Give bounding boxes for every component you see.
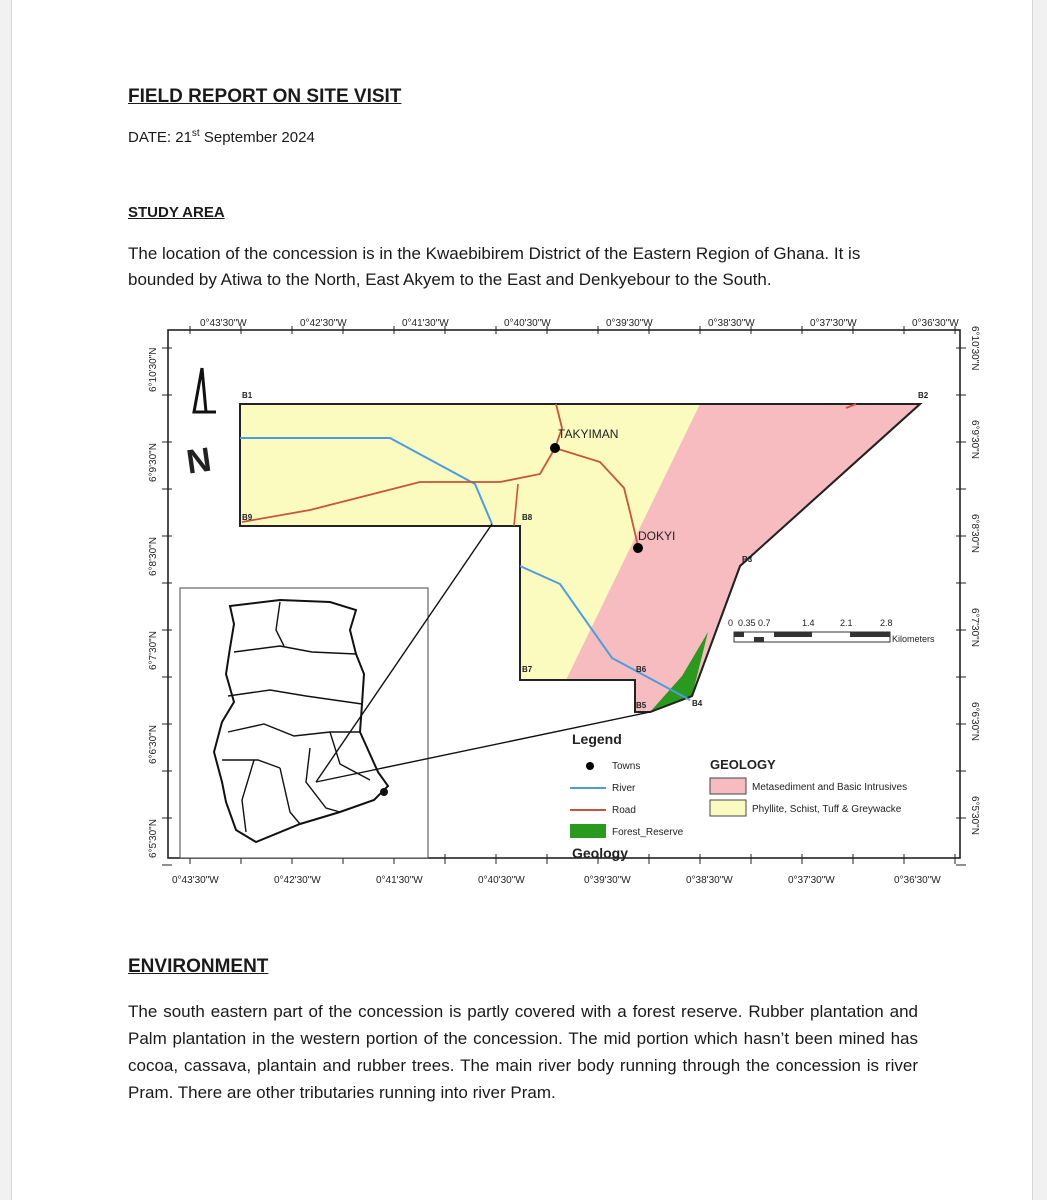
- lat-label: 6°9'30"N: [969, 420, 980, 459]
- geology-title: GEOLOGY: [710, 757, 776, 772]
- legend-forest-symbol: [570, 824, 606, 838]
- lat-label: 6°6'30"N: [148, 725, 159, 764]
- lon-label: 0°42'30"W: [300, 318, 347, 329]
- boundary-point-label: B2: [918, 391, 929, 400]
- scale-tick-label: 2.1: [840, 618, 853, 628]
- town-label: DOKYI: [638, 529, 676, 543]
- lon-label: 0°38'30"W: [686, 875, 733, 886]
- scale-tick-label: 1.4: [802, 618, 815, 628]
- study-area-heading: STUDY AREA: [128, 204, 225, 221]
- lon-label: 0°40'30"W: [478, 875, 525, 886]
- lat-label: 6°8'30"N: [969, 514, 980, 553]
- boundary-point-label: B7: [522, 665, 533, 674]
- boundary-point-label: B8: [522, 513, 533, 522]
- lon-label: 0°40'30"W: [504, 318, 551, 329]
- document-page: [12, 0, 1032, 1200]
- lat-label: 6°10'30"N: [969, 326, 980, 371]
- legend-geology-label: Geology: [572, 845, 629, 861]
- town-label: TAKYIMAN: [558, 427, 619, 441]
- lon-label: 0°38'30"W: [708, 318, 755, 329]
- report-title: FIELD REPORT ON SITE VISIT: [128, 86, 402, 107]
- lat-label: 6°8'30"N: [148, 537, 159, 576]
- environment-text: The south eastern part of the concession is partly covered with a forest reserve. Rubber plantation and Palm plantation in the western portion of the concession. The mid portion which hasn’t been mined has cocoa, cassava, plantain and rubber trees. The main river body running through the concession is river Pram. There are other tributaries running into river Pram.: [128, 1002, 918, 1102]
- lon-label: 0°39'30"W: [606, 318, 653, 329]
- town-marker: [550, 443, 560, 453]
- boundary-point-label: B4: [692, 699, 703, 708]
- lon-label: 0°42'30"W: [274, 875, 321, 886]
- lon-label: 0°36'30"W: [894, 875, 941, 886]
- town-marker: [633, 543, 643, 553]
- north-letter: N: [184, 440, 214, 482]
- lat-label: 6°7'30"N: [969, 608, 980, 647]
- boundary-point-label: B6: [636, 665, 647, 674]
- scale-tick-label: 0.35: [738, 618, 756, 628]
- geology-metasediment-swatch: [710, 778, 746, 794]
- study-area-text: The location of the concession is in the Kwaebibirem District of the Eastern Region of Ghana. It is bounded by Atiwa to the North, East Akyem to the East and Denkyebour to the South.: [128, 244, 861, 289]
- lon-label: 0°43'30"W: [200, 318, 247, 329]
- environment-heading: ENVIRONMENT: [128, 956, 269, 977]
- lon-label: 0°41'30"W: [376, 875, 423, 886]
- boundary-point-label: B9: [242, 513, 253, 522]
- inset-map: [180, 588, 428, 858]
- legend-item: River: [612, 783, 636, 794]
- lat-label: 6°9'30"N: [148, 443, 159, 482]
- date-prefix: DATE: 21: [128, 129, 192, 146]
- lat-label: 6°10'30"N: [148, 347, 159, 392]
- lon-label: 0°39'30"W: [584, 875, 631, 886]
- boundary-point-label: B3: [742, 555, 753, 564]
- scale-tick-label: 0: [728, 618, 734, 628]
- boundary-point-label: B1: [242, 391, 253, 400]
- lat-label: 6°5'30"N: [969, 796, 980, 835]
- scale-tick-label: 2.8: [880, 618, 893, 628]
- boundary-point-label: B5: [636, 701, 647, 710]
- coastal-marker: [380, 788, 388, 796]
- lat-label: 6°5'30"N: [148, 819, 159, 858]
- geology-item: Phyllite, Schist, Tuff & Greywacke: [752, 804, 902, 815]
- lon-label: 0°43'30"W: [172, 875, 219, 886]
- scale-tick-label: 0.7: [758, 618, 771, 628]
- geology-item: Metasediment and Basic Intrusives: [752, 782, 908, 793]
- lat-label: 6°6'30"N: [969, 702, 980, 741]
- legend-town-symbol: [586, 762, 594, 770]
- legend-item: Forest_Reserve: [612, 827, 684, 838]
- date-suffix: September 2024: [199, 129, 315, 146]
- legend-item: Towns: [612, 761, 641, 772]
- lon-label: 0°37'30"W: [788, 875, 835, 886]
- date-superscript: st: [191, 128, 200, 139]
- geology-phyllite-swatch: [710, 800, 746, 816]
- lon-label: 0°37'30"W: [810, 318, 857, 329]
- legend-item: Road: [612, 805, 636, 816]
- lon-label: 0°36'30"W: [912, 318, 959, 329]
- concession-map: [130, 312, 982, 892]
- legend-title: Legend: [572, 731, 622, 747]
- scale-unit: Kilometers: [892, 634, 935, 644]
- report-date: [128, 128, 315, 146]
- lat-label: 6°7'30"N: [148, 631, 159, 670]
- lon-label: 0°41'30"W: [402, 318, 449, 329]
